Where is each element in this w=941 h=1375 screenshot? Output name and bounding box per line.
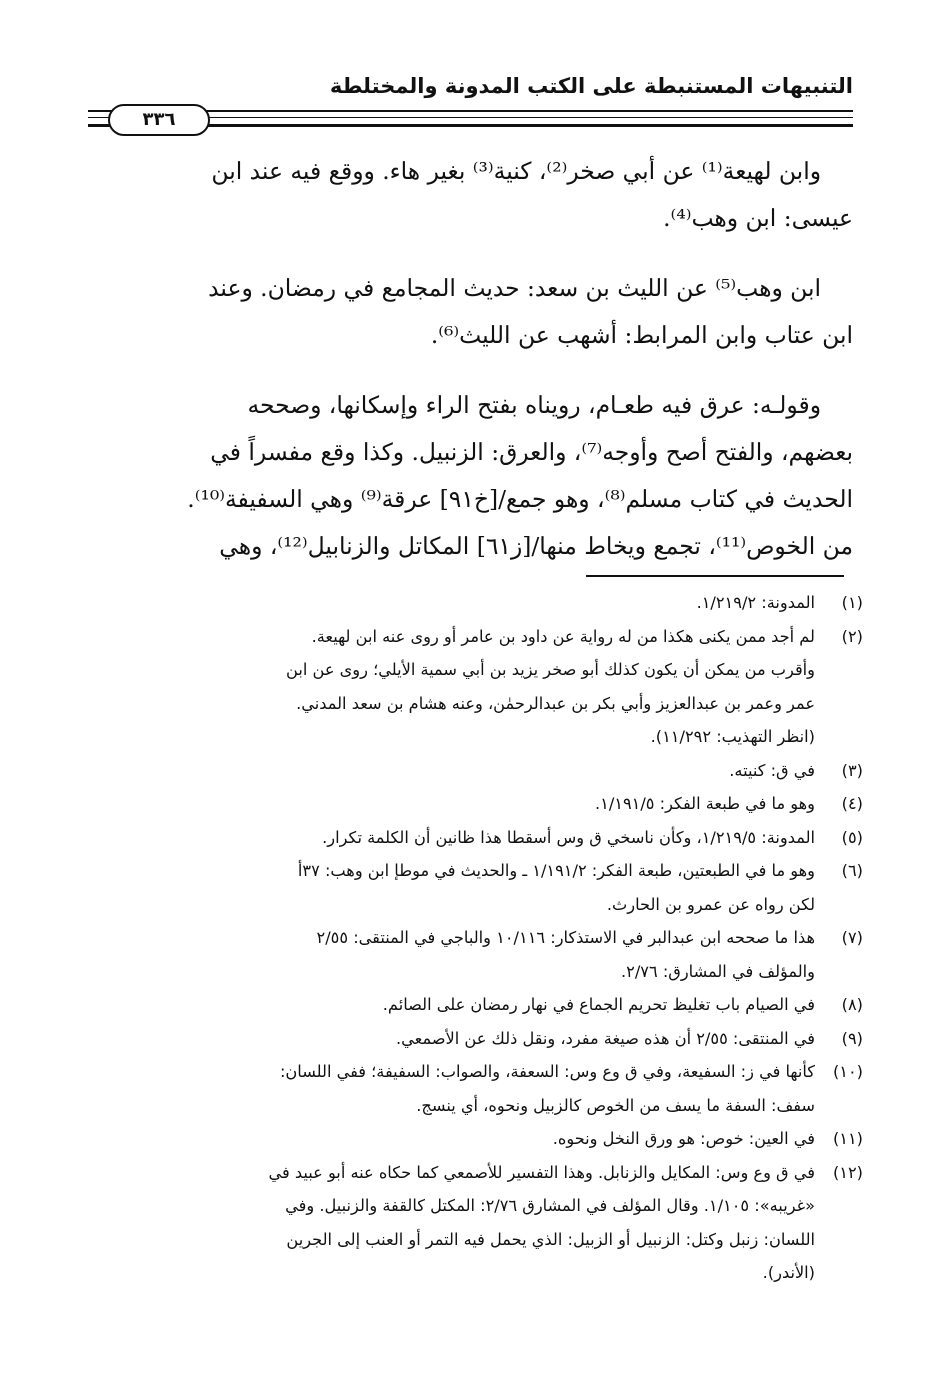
footnote-body — [90, 586, 815, 620]
footnote-4 — [90, 787, 863, 821]
main-text — [88, 148, 853, 593]
footnote-number: (٤) — [841, 794, 863, 813]
footnote-11 — [90, 1122, 863, 1156]
footnote-1 — [90, 586, 863, 620]
footnote-line: وهو ما في الطبعتين، طبعة الفكر: ١/١٩١/٢ ـ والحديث في موطإ ابن وهب: ٣٧أ — [297, 861, 815, 880]
footnote-line: عمر وعمر بن عبدالعزيز وأبي بكر بن عبدالرحمٰن، وعنه هشام بن سعد المدني. — [296, 693, 815, 713]
footnote-line: في ق: كنيته. — [729, 760, 815, 780]
footnote-3 — [90, 754, 863, 788]
footnote-body — [90, 1022, 815, 1056]
text-line: بعضهم، والفتح أصح وأوجه⁽⁷⁾، والعرق: الزنبيل. وكذا وقع مفسراً في — [210, 438, 853, 466]
footnote-body — [90, 1055, 815, 1122]
footnote-2 — [90, 620, 863, 754]
footnote-9 — [90, 1022, 863, 1056]
footnote-5 — [90, 821, 863, 855]
footnote-line: المدونة: ١/٢١٩/٥، وكأن ناسخي ق وس أسقطا هذا ظانين أن الكلمة تكرار. — [322, 827, 815, 847]
footnote-number: (٩) — [841, 1028, 863, 1048]
footnote-line: سفف: السفة ما يسف من الخوص كالزبيل ونحوه، أي ينسج. — [416, 1095, 815, 1115]
page-number-badge: ٣٣٦ — [108, 104, 210, 136]
paragraph — [88, 148, 853, 242]
footnote-number: (١١) — [832, 1129, 863, 1148]
footnote-number: (٢) — [841, 626, 863, 646]
footnote-line: في المنتقى: ٢/٥٥ أن هذه صيغة مفرد، ونقل ذلك عن الأصمعي. — [396, 1028, 815, 1048]
footnote-number: (١) — [841, 593, 863, 612]
footnote-number: (٣) — [841, 760, 863, 780]
footnote-line: هذا ما صححه ابن عبدالبر في الاستذكار: ١٠/١١٦ والباجي في المنتقى: ٢/٥٥ — [316, 928, 815, 947]
text-line: من الخوص⁽¹¹⁾، تجمع ويخاط منها/[ز٦١] المكاتل والزنابيل⁽¹²⁾، وهي — [219, 532, 853, 560]
footnote-number: (١٢) — [832, 1162, 863, 1182]
footnote-separator — [586, 575, 844, 577]
text-line: ابن وهب⁽⁵⁾ عن الليث بن سعد: حديث المجامع في رمضان. وعند — [208, 274, 821, 302]
footnote-line: «غريبه»: ١/١٠٥. وقال المؤلف في المشارق ٢/٧٦: المكتل كالقفة والزنبيل. وفي — [285, 1196, 815, 1215]
footnote-8 — [90, 988, 863, 1022]
text-line: الحديث في كتاب مسلم⁽⁸⁾، وهو جمع/[خ٩١] عرقة⁽⁹⁾ وهي السفيفة⁽¹⁰⁾. — [187, 485, 853, 513]
footnote-7 — [90, 921, 863, 988]
text-line: وابن لهيعة⁽¹⁾ عن أبي صخر⁽²⁾، كنية⁽³⁾ بغير هاء. ووقع فيه عند ابن — [211, 157, 821, 185]
footnote-line: وأقرب من يمكن أن يكون كذلك أبو صخر يزيد بن أبي سمية الأيلي؛ روى عن ابن — [286, 660, 815, 679]
footnote-body — [90, 821, 815, 855]
footnote-line: كأنها في ز: السفيعة، وفي ق وع وس: السعفة، والصواب: السفيفة؛ ففي اللسان: — [279, 1062, 815, 1081]
footnotes — [90, 586, 863, 1290]
footnote-number: (٦) — [841, 861, 863, 880]
footnote-number: (٨) — [841, 995, 863, 1014]
footnote-line: وهو ما في طبعة الفكر: ١/١٩١/٥. — [594, 794, 815, 813]
footnote-12 — [90, 1156, 863, 1290]
footnote-body — [90, 921, 815, 988]
footnote-line: لكن رواه عن عمرو بن الحارث. — [606, 894, 815, 914]
footnote-line: في ق وع وس: المكايل والزنابل. وهذا التفسير للأصمعي كما حكاه عنه أبو عبيد في — [268, 1162, 815, 1182]
footnote-line: في الصيام باب تغليظ تحريم الجماع في نهار رمضان على الصائم. — [382, 995, 815, 1014]
footnote-body — [90, 754, 815, 788]
footnote-body — [90, 1156, 815, 1290]
text-line: وقولـه: عرق فيه طعـام، رويناه بفتح الراء وإسكانها، وصححه — [247, 391, 821, 419]
footnote-line: لم أجد ممن يكنى هكذا من له رواية عن داود بن عامر أو روى عنه ابن لهيعة. — [311, 626, 815, 646]
footnote-line: في العين: خوص: هو ورق النخل ونحوه. — [552, 1129, 815, 1148]
footnote-line: المدونة: ١/٢١٩/٢. — [696, 593, 815, 612]
footnote-line: (انظر التهذيب: ١١/٢٩٢). — [650, 727, 815, 746]
footnote-body — [90, 854, 815, 921]
footnote-number: (٧) — [841, 928, 863, 947]
page-header — [88, 70, 853, 134]
footnote-body — [90, 988, 815, 1022]
footnote-line: والمؤلف في المشارق: ٢/٧٦. — [620, 961, 815, 981]
running-title: التنبيهات المستنبطة على الكتب المدونة والمختلطة — [329, 74, 853, 98]
text-line: عيسى: ابن وهب⁽⁴⁾. — [663, 204, 853, 232]
footnote-line: (الأندر). — [762, 1263, 815, 1282]
footnote-number: (٥) — [841, 827, 863, 847]
footnote-10 — [90, 1055, 863, 1122]
footnote-6 — [90, 854, 863, 921]
footnote-number: (١٠) — [832, 1062, 863, 1081]
footnote-line: اللسان: زنبل وكتل: الزنبيل أو الزبيل: الذي يحمل فيه التمر أو العنب إلى الجرين — [286, 1229, 815, 1249]
footnote-body — [90, 1122, 815, 1156]
footnote-body — [90, 787, 815, 821]
paragraph — [88, 382, 853, 570]
footnote-body — [90, 620, 815, 754]
paragraph — [88, 265, 853, 359]
text-line: ابن عتاب وابن المرابط: أشهب عن الليث⁽⁶⁾. — [430, 321, 853, 349]
